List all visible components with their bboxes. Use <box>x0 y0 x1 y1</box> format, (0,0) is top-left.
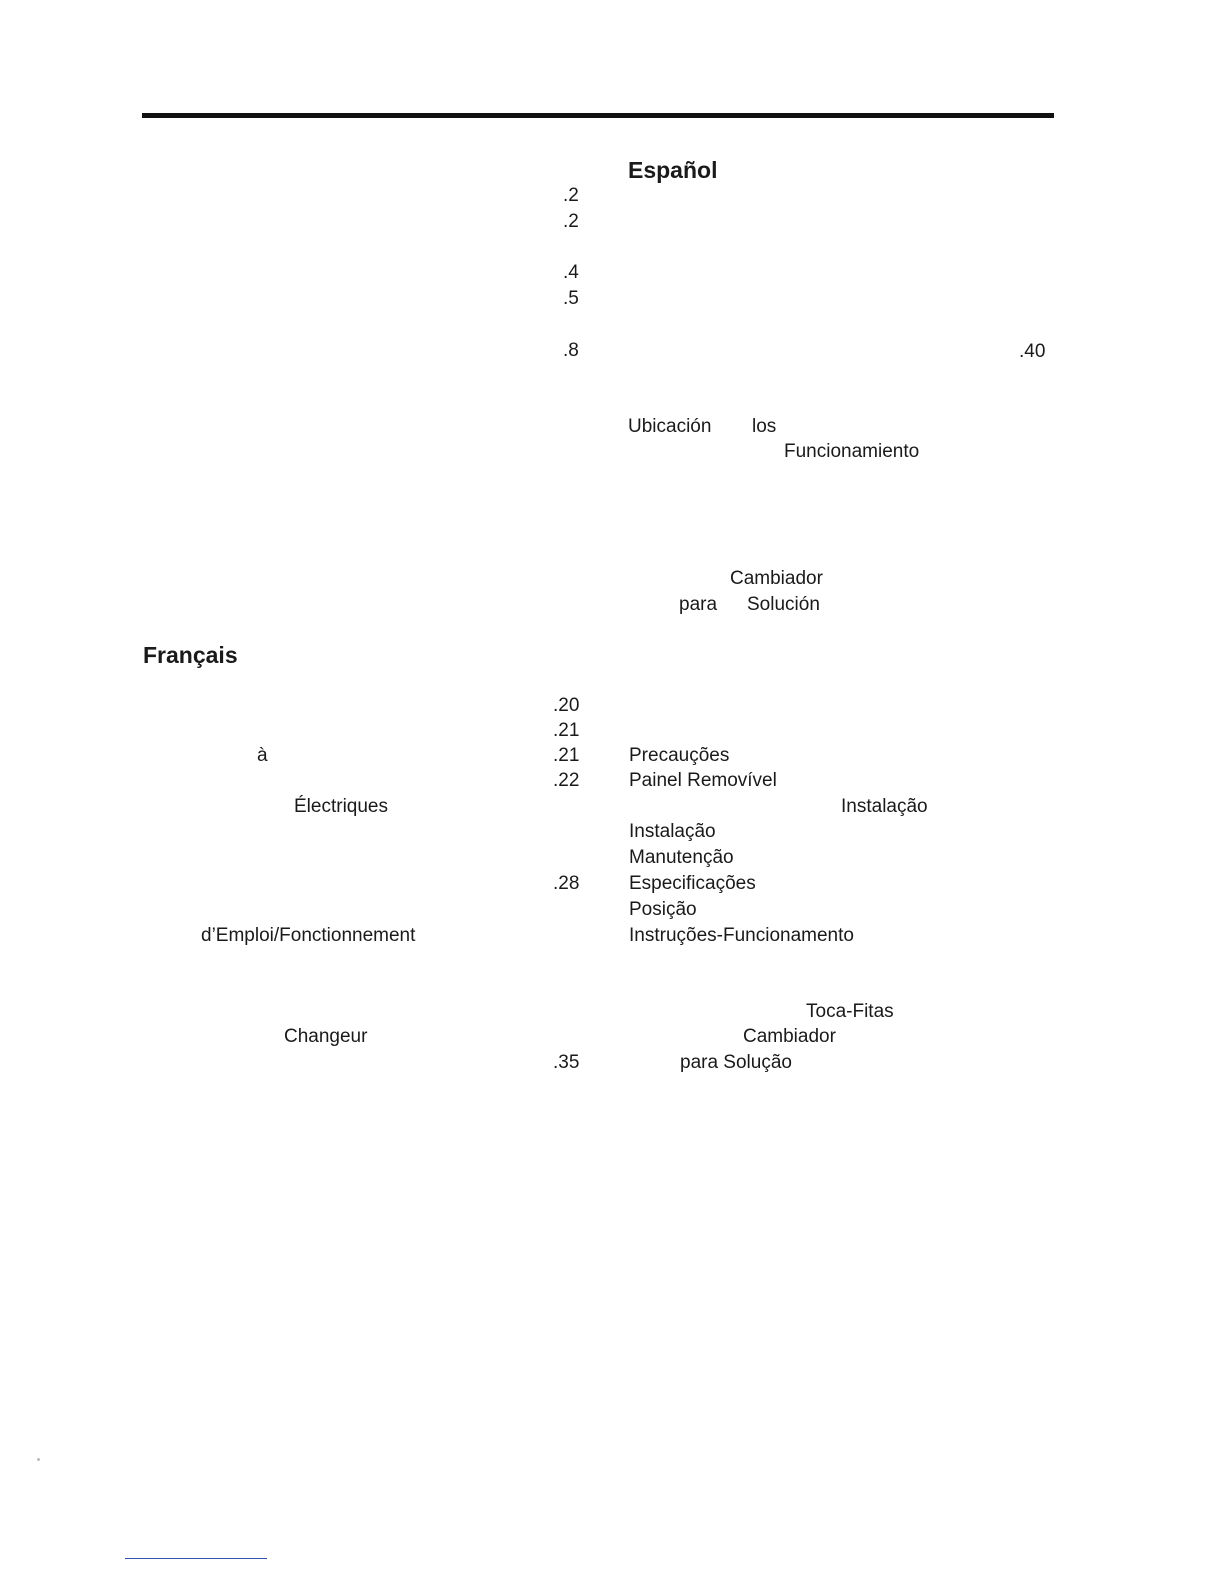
scan-speck <box>37 1458 40 1461</box>
toc-page-number: .2 <box>563 211 579 232</box>
toc-entry-fragment: Instalação <box>841 796 928 817</box>
toc-entry-fragment: los <box>752 416 777 437</box>
header-rule <box>142 113 1054 118</box>
toc-page-number: .40 <box>1019 341 1046 362</box>
toc-page-number: .8 <box>563 340 579 361</box>
toc-entry: Instalação <box>629 821 716 842</box>
toc-entry-fragment: Toca-Fitas <box>806 1001 894 1022</box>
toc-entry-fragment: Cambiador <box>730 568 823 589</box>
toc-entry: Manutenção <box>629 847 734 868</box>
toc-page-number: .2 <box>563 185 579 206</box>
toc-entry: Posição <box>629 899 697 920</box>
toc-entry-fragment: Funcionamiento <box>784 441 920 462</box>
toc-entry-fragment: à <box>257 745 268 766</box>
toc-page-number: .35 <box>553 1052 580 1073</box>
toc-entry-fragment: Ubicación <box>628 416 712 437</box>
section-heading-espanol: Español <box>628 157 718 183</box>
toc-entry-fragment: d’Emploi/Fonctionnement <box>201 925 416 946</box>
footer-line <box>125 1558 267 1559</box>
toc-page-number: .5 <box>563 288 579 309</box>
toc-entry: Precauções <box>629 745 730 766</box>
toc-entry-fragment: para <box>679 594 718 615</box>
toc-entry: Instruções-Funcionamento <box>629 925 854 946</box>
section-heading-francais: Français <box>143 642 238 668</box>
toc-page-number: .4 <box>563 262 579 283</box>
toc-entry: Painel Removível <box>629 770 777 791</box>
toc-page-number: .22 <box>553 770 580 791</box>
toc-entry-fragment: para Solução <box>680 1052 792 1073</box>
toc-entry-fragment: Changeur <box>284 1026 368 1047</box>
toc-entry-fragment: Solución <box>747 594 820 615</box>
toc-page-number: .21 <box>553 720 580 741</box>
toc-entry-fragment: Cambiador <box>743 1026 836 1047</box>
toc-entry-fragment: Électriques <box>294 796 388 817</box>
toc-entry: Especificações <box>629 873 756 894</box>
toc-page-number: .28 <box>553 873 580 894</box>
toc-page-number: .20 <box>553 695 580 716</box>
toc-page-number: .21 <box>553 745 580 766</box>
